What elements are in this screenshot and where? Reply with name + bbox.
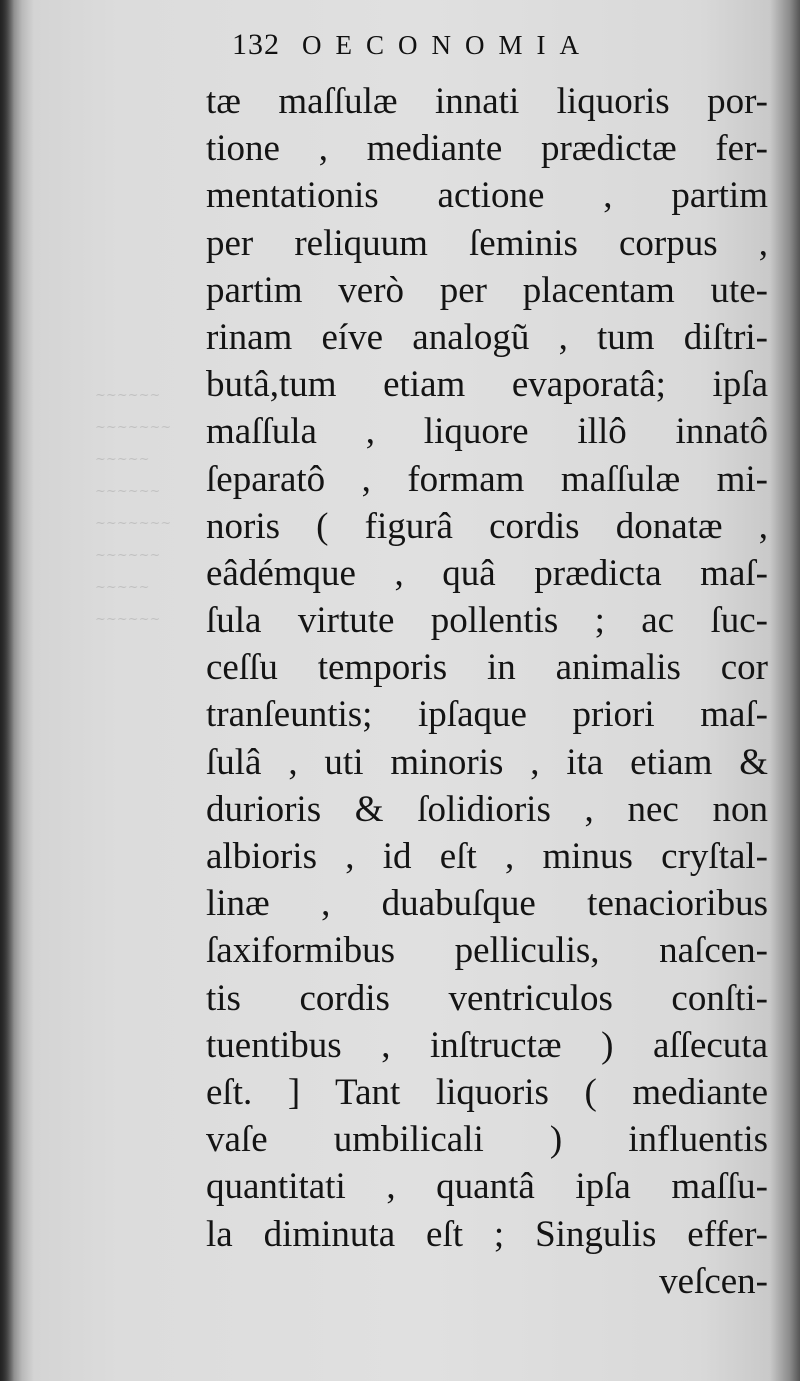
text-line: partim verò per placentam ute- xyxy=(206,269,768,311)
text-line: ſula virtute pollentis ; ac ſuc- xyxy=(206,600,768,642)
text-line: tis cordis ventriculos conſti- xyxy=(206,977,768,1019)
text-line: ceſſu temporis in animalis cor xyxy=(206,647,768,689)
page-number: 132 xyxy=(232,28,280,61)
text-line: tæ maſſulæ innati liquoris por- xyxy=(206,81,768,122)
text-line: ſeparatô , formam maſſulæ mi- xyxy=(206,458,768,500)
text-line: tranſeuntis; ipſaque priori maſ- xyxy=(206,694,768,736)
text-line: butâ,tum etiam evaporatâ; ipſa xyxy=(206,364,768,406)
text-line: quantitati , quantâ ipſa maſſu- xyxy=(206,1166,768,1208)
text-line: ſulâ , uti minoris , ita etiam & xyxy=(206,741,768,783)
page-header xyxy=(232,28,692,72)
bleed-through-text: ~~~~~~ ~~~~~~~ ~~~~~ ~~~~~~ ~~~~~~~ ~~~~~~ ~~~~~ ~~~~~~ xyxy=(95,388,172,627)
text-line: per reliquum ſeminis corpus , xyxy=(206,222,768,264)
text-line: tuentibus , inſtructæ ) aſſecuta xyxy=(206,1024,768,1066)
text-line: albioris , id eſt , minus cryſtal- xyxy=(206,836,768,877)
text-line: rinam eíve analogũ , tum diſtri- xyxy=(206,316,768,358)
body-text xyxy=(206,78,768,1305)
text-line: eſt. ] Tant liquoris ( mediante xyxy=(206,1071,768,1113)
text-line: ſaxiformibus pelliculis, naſcen- xyxy=(206,930,768,972)
text-line: eâdémque , quâ prædicta maſ- xyxy=(206,552,768,594)
text-line: mentationis actione , partim xyxy=(206,175,768,217)
text-line: tione , mediante prædictæ fer- xyxy=(206,128,768,170)
gutter-shadow xyxy=(0,0,14,1381)
running-head: OECONOMIA xyxy=(302,30,593,60)
catchword: veſcen- xyxy=(659,1260,768,1302)
text-line: noris ( figurâ cordis donatæ , xyxy=(206,505,768,547)
text-line: maſſula , liquore illô innatô xyxy=(206,411,768,453)
text-line: linæ , duabuſque tenacioribus xyxy=(206,883,768,925)
text-line: la diminuta eſt ; Singulis effer- xyxy=(206,1213,768,1255)
text-line: vaſe umbilicali ) influentis xyxy=(206,1119,768,1161)
text-line: durioris & ſolidioris , nec non xyxy=(206,788,768,830)
